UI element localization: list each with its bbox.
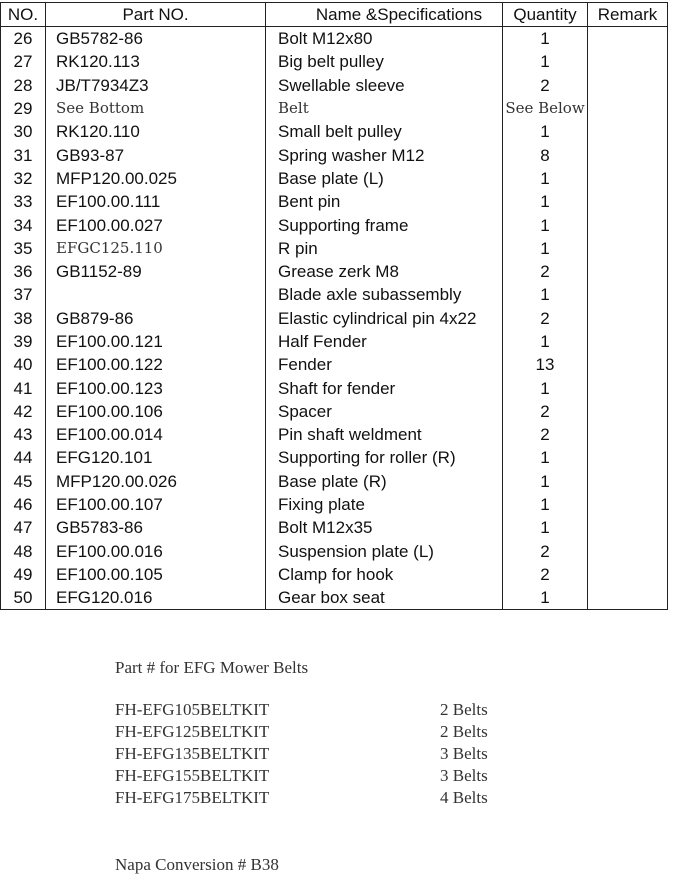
table-row	[1, 120, 668, 143]
row-part-no: EF100.00.106	[46, 400, 266, 423]
row-remark	[588, 540, 668, 563]
row-remark	[588, 376, 668, 399]
row-part-no: EF100.00.111	[46, 190, 266, 213]
row-name: Shaft for fender	[266, 376, 503, 399]
row-part-no: EF100.00.014	[46, 423, 266, 446]
belt-kit-count: 2 Belts	[440, 700, 488, 719]
table-row	[1, 27, 668, 51]
row-remark	[588, 330, 668, 353]
table-row	[1, 283, 668, 306]
belt-kit-part-number: FH-EFG155BELTKIT	[115, 766, 270, 785]
row-name: Swellable sleeve	[266, 74, 503, 97]
belts-title: Part # for EFG Mower Belts	[115, 658, 309, 677]
table-row	[1, 143, 668, 166]
row-quantity: 1	[503, 120, 588, 143]
row-no: 46	[1, 493, 46, 516]
row-part-no: RK120.110	[46, 120, 266, 143]
row-name: Spacer	[266, 400, 503, 423]
table-row	[1, 493, 668, 516]
row-remark	[588, 516, 668, 539]
belt-kit-part-number: FH-EFG175BELTKIT	[115, 788, 270, 807]
table-row	[1, 330, 668, 353]
row-remark	[588, 97, 668, 120]
row-remark	[588, 353, 668, 376]
row-quantity: 1	[503, 516, 588, 539]
row-name: Spring washer M12	[266, 143, 503, 166]
row-part-no: EF100.00.123	[46, 376, 266, 399]
row-quantity: 1	[503, 470, 588, 493]
table-row	[1, 190, 668, 213]
row-quantity: 1	[503, 167, 588, 190]
row-name: Elastic cylindrical pin 4x22	[266, 307, 503, 330]
row-quantity: 2	[503, 74, 588, 97]
row-no: 29	[1, 97, 46, 120]
row-part-no	[46, 283, 266, 306]
row-part-no: RK120.113	[46, 50, 266, 73]
belt-kit-part-number: FH-EFG105BELTKIT	[115, 700, 270, 719]
table-row	[1, 237, 668, 260]
row-name: Pin shaft weldment	[266, 423, 503, 446]
row-name: Supporting for roller (R)	[266, 446, 503, 469]
row-name: Half Fender	[266, 330, 503, 353]
row-name: Supporting frame	[266, 213, 503, 236]
row-quantity: 1	[503, 493, 588, 516]
row-part-no: MFP120.00.025	[46, 167, 266, 190]
table-row	[1, 540, 668, 563]
belt-kit-count: 3 Belts	[440, 744, 488, 763]
row-remark	[588, 446, 668, 469]
row-remark	[588, 237, 668, 260]
table-row	[1, 353, 668, 376]
row-part-no: EF100.00.121	[46, 330, 266, 353]
row-no: 32	[1, 167, 46, 190]
belt-kit-count: 4 Belts	[440, 788, 488, 807]
table-row	[1, 307, 668, 330]
row-name: Blade axle subassembly	[266, 283, 503, 306]
row-remark	[588, 50, 668, 73]
row-part-no: EF100.00.122	[46, 353, 266, 376]
row-no: 26	[1, 27, 46, 51]
row-quantity: 8	[503, 143, 588, 166]
row-remark	[588, 190, 668, 213]
row-remark	[588, 213, 668, 236]
table-row	[1, 563, 668, 586]
row-remark	[588, 470, 668, 493]
row-part-no: GB5783-86	[46, 516, 266, 539]
header-name: Name &Specifications	[266, 3, 503, 27]
row-quantity: 1	[503, 283, 588, 306]
row-no: 39	[1, 330, 46, 353]
row-no: 30	[1, 120, 46, 143]
row-quantity: 13	[503, 353, 588, 376]
row-no: 31	[1, 143, 46, 166]
row-name: Bent pin	[266, 190, 503, 213]
row-quantity: 2	[503, 260, 588, 283]
row-no: 40	[1, 353, 46, 376]
row-quantity: 1	[503, 27, 588, 51]
row-remark	[588, 400, 668, 423]
row-no: 33	[1, 190, 46, 213]
row-no: 41	[1, 376, 46, 399]
row-part-no: EFGC125.110	[46, 237, 266, 260]
table-row	[1, 50, 668, 73]
row-part-no: EFG120.016	[46, 586, 266, 610]
row-name: Small belt pulley	[266, 120, 503, 143]
header-part-no: Part NO.	[46, 3, 266, 27]
header-remark: Remark	[588, 3, 668, 27]
row-name: Big belt pulley	[266, 50, 503, 73]
row-no: 38	[1, 307, 46, 330]
row-no: 27	[1, 50, 46, 73]
row-name: Fender	[266, 353, 503, 376]
row-remark	[588, 120, 668, 143]
row-remark	[588, 74, 668, 97]
row-quantity: 1	[503, 446, 588, 469]
table-row	[1, 423, 668, 446]
parts-table	[0, 2, 668, 610]
table-header-row	[1, 3, 668, 27]
row-quantity: 1	[503, 50, 588, 73]
row-no: 48	[1, 540, 46, 563]
row-part-no: EFG120.101	[46, 446, 266, 469]
belt-kit-count: 3 Belts	[440, 766, 488, 785]
parts-table-body	[1, 27, 668, 610]
row-quantity: 1	[503, 376, 588, 399]
row-name: R pin	[266, 237, 503, 260]
row-no: 50	[1, 586, 46, 610]
row-remark	[588, 586, 668, 610]
row-part-no: JB/T7934Z3	[46, 74, 266, 97]
row-name: Base plate (L)	[266, 167, 503, 190]
row-remark	[588, 143, 668, 166]
table-row	[1, 167, 668, 190]
row-no: 42	[1, 400, 46, 423]
row-remark	[588, 167, 668, 190]
row-part-no: EF100.00.016	[46, 540, 266, 563]
row-remark	[588, 307, 668, 330]
row-quantity: 2	[503, 563, 588, 586]
napa-conversion: Napa Conversion # B38	[115, 855, 279, 874]
row-no: 43	[1, 423, 46, 446]
table-row	[1, 213, 668, 236]
row-remark	[588, 260, 668, 283]
row-name: Fixing plate	[266, 493, 503, 516]
row-name: Bolt M12x35	[266, 516, 503, 539]
row-name: Belt	[266, 97, 503, 120]
row-no: 34	[1, 213, 46, 236]
row-no: 44	[1, 446, 46, 469]
row-part-no: MFP120.00.026	[46, 470, 266, 493]
row-quantity: 2	[503, 307, 588, 330]
row-no: 37	[1, 283, 46, 306]
row-quantity: 2	[503, 400, 588, 423]
row-remark	[588, 27, 668, 51]
table-row	[1, 97, 668, 120]
row-no: 47	[1, 516, 46, 539]
row-part-no: GB93-87	[46, 143, 266, 166]
row-quantity: 2	[503, 540, 588, 563]
table-row	[1, 400, 668, 423]
row-no: 45	[1, 470, 46, 493]
belt-kit-part-number: FH-EFG125BELTKIT	[115, 722, 270, 741]
row-remark	[588, 563, 668, 586]
row-remark	[588, 283, 668, 306]
row-quantity: 1	[503, 586, 588, 610]
table-row	[1, 586, 668, 610]
row-part-no: EF100.00.107	[46, 493, 266, 516]
row-quantity: 1	[503, 330, 588, 353]
row-part-no: See Bottom	[46, 97, 266, 120]
row-name: Gear box seat	[266, 586, 503, 610]
row-name: Clamp for hook	[266, 563, 503, 586]
table-row	[1, 74, 668, 97]
row-quantity: 1	[503, 237, 588, 260]
row-part-no: EF100.00.027	[46, 213, 266, 236]
row-part-no: EF100.00.105	[46, 563, 266, 586]
table-row	[1, 516, 668, 539]
row-part-no: GB1152-89	[46, 260, 266, 283]
row-name: Grease zerk M8	[266, 260, 503, 283]
table-row	[1, 260, 668, 283]
header-quantity: Quantity	[503, 3, 588, 27]
row-no: 49	[1, 563, 46, 586]
table-row	[1, 470, 668, 493]
header-no: NO.	[1, 3, 46, 27]
row-remark	[588, 423, 668, 446]
row-no: 35	[1, 237, 46, 260]
row-part-no: GB5782-86	[46, 27, 266, 51]
table-row	[1, 446, 668, 469]
row-name: Base plate (R)	[266, 470, 503, 493]
row-no: 28	[1, 74, 46, 97]
belt-kit-part-number: FH-EFG135BELTKIT	[115, 744, 270, 763]
row-name: Suspension plate (L)	[266, 540, 503, 563]
row-name: Bolt M12x80	[266, 27, 503, 51]
row-part-no: GB879-86	[46, 307, 266, 330]
row-no: 36	[1, 260, 46, 283]
row-quantity: 1	[503, 213, 588, 236]
belt-kit-count: 2 Belts	[440, 722, 488, 741]
table-row	[1, 376, 668, 399]
row-quantity: 2	[503, 423, 588, 446]
row-remark	[588, 493, 668, 516]
row-quantity: 1	[503, 190, 588, 213]
row-quantity: See Below	[503, 97, 588, 120]
